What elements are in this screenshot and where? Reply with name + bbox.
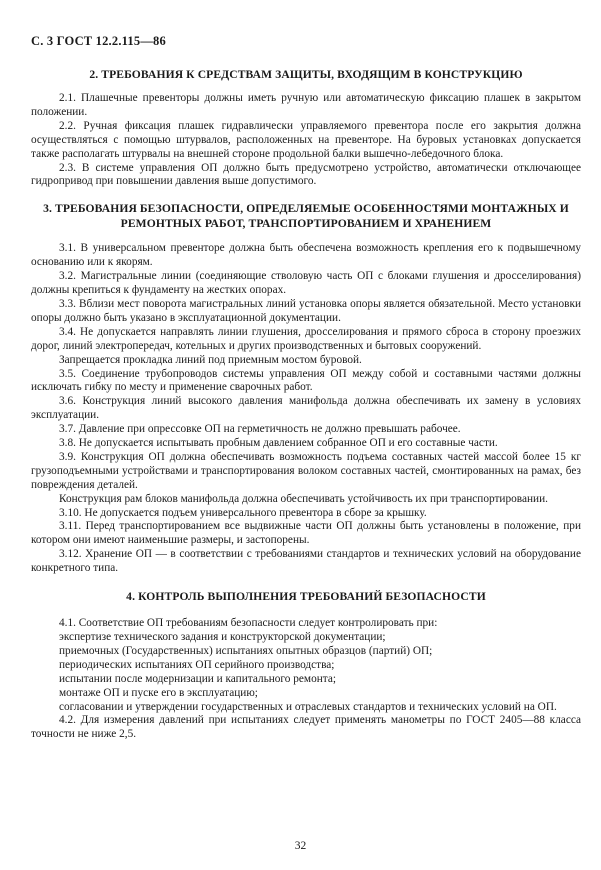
list-item: экспертизе технического задания и конструкторской документации; <box>59 631 386 643</box>
running-head: С. 3 ГОСТ 12.2.115—86 <box>31 34 166 48</box>
section-4-title: 4. КОНТРОЛЬ ВЫПОЛНЕНИЯ ТРЕБОВАНИЙ БЕЗОПАСНОСТИ <box>126 590 486 604</box>
section-3-title: 3. ТРЕБОВАНИЯ БЕЗОПАСНОСТИ, ОПРЕДЕЛЯЕМЫЕ ОСОБЕННОСТЯМИ МОНТАЖНЫХ И РЕМОНТНЫХ РАБОТ, ТРАНСПОРТИРОВАНИЕМ И ХРАНЕНИЕМ <box>43 202 569 231</box>
paragraph: 4.2. Для измерения давлений при испытаниях следует применять манометры по ГОСТ 2405—88 класса точности не ниже 2,5. <box>31 714 581 741</box>
list-item: приемочных (Государственных) испытаниях опытных образцов (партий) ОП; <box>59 644 433 657</box>
paragraph: 2.1. Плашечные превенторы должны иметь ручную или автоматическую фиксацию плашек в закрытом положении. <box>31 92 581 118</box>
section-2 <box>31 67 581 189</box>
paragraph: 3.2. Магистральные линии (соединяющие стволовую часть ОП с блоками глушения и дросселирования) должны крепиться к фундаменту на жестких опорах. <box>31 270 581 297</box>
paragraph: Конструкция рам блоков манифольда должна обеспечивать устойчивость их при транспортировании. <box>59 492 548 505</box>
paragraph: 4.1. Соответствие ОП требованиям безопасности следует контролировать при: <box>59 617 438 630</box>
section-2-title: 2. ТРЕБОВАНИЯ К СРЕДСТВАМ ЗАЩИТЫ, ВХОДЯЩИМ В КОНСТРУКЦИЮ <box>89 68 523 81</box>
page-number: 32 <box>294 840 307 852</box>
paragraph: 3.3. Вблизи мест поворота магистральных линий установка опоры является обязательной. Место установки опоры должно быть указано в эксплуатационной документации. <box>31 297 581 324</box>
section-4 <box>31 589 581 742</box>
paragraph: 3.11. Перед транспортированием все выдвижные части ОП должны быть установлены в положение, при котором они имеют наименьшие размеры, и застопорены. <box>31 520 581 547</box>
paragraph: 3.12. Хранение ОП — в соответствии с требованиями стандартов и технических условий на оборудование конкретного типа. <box>31 548 581 575</box>
paragraph: 3.5. Соединение трубопроводов системы управления ОП между собой и составными частями должны исключать гибку по месту и применение сварочных работ. <box>31 367 581 394</box>
paragraph: 3.6. Конструкция линий высокого давления манифольда должна обеспечивать их замену в условиях эксплуатации. <box>31 395 581 422</box>
list-item: периодических испытаниях ОП серийного производства; <box>59 658 335 671</box>
paragraph: 3.8. Не допускается испытывать пробным давлением собранное ОП и его составные части. <box>59 437 498 450</box>
paragraph: 2.2. Ручная фиксация плашек гидравлически управляемого превентора после его закрытия должна осуществляться с помощью штурвалов, расположенных на превенторе. На буровых установках допускается также располагать штурвалы на внешней стороне продольной балки вышечно-лебедочного блока. <box>31 119 581 160</box>
paragraph: 3.10. Не допускается подъем универсального превентора в сборе за крышку. <box>59 506 427 519</box>
paragraph: 3.9. Конструкция ОП должна обеспечивать возможность подъема составных частей массой более 15 кг грузоподъемными устройствами и транспортирования волоком составных частей, смонтированных на рамах, без повреждения деталей. <box>31 450 581 491</box>
paragraph: Запрещается прокладка линий под приемным мостом буровой. <box>59 353 362 366</box>
section-3 <box>31 201 581 576</box>
paragraph: 3.7. Давление при опрессовке ОП на герметичность не должно превышать рабочее. <box>59 423 461 436</box>
paragraph: 2.3. В системе управления ОП должно быть предусмотрено устройство, автоматически отключающее гидропривод при повышении давления выше допустимого. <box>31 161 581 188</box>
list-item: монтаже ОП и пуске его в эксплуатацию; <box>59 686 258 699</box>
paragraph: 3.4. Не допускается направлять линии глушения, дросселирования и прямого сброса в сторону проезжих дорог, линий электропередач, котельных и других производственных и бытовых сооружений. <box>31 325 581 352</box>
paragraph: 3.1. В универсальном превенторе должна быть обеспечена возможность крепления его к подвышечному основанию или к якорям. <box>31 242 581 269</box>
list-item: испытании после модернизации и капитального ремонта; <box>59 672 336 685</box>
list-item: согласовании и утверждении государственных и отраслевых стандартов и технических условий на ОП. <box>59 700 557 713</box>
